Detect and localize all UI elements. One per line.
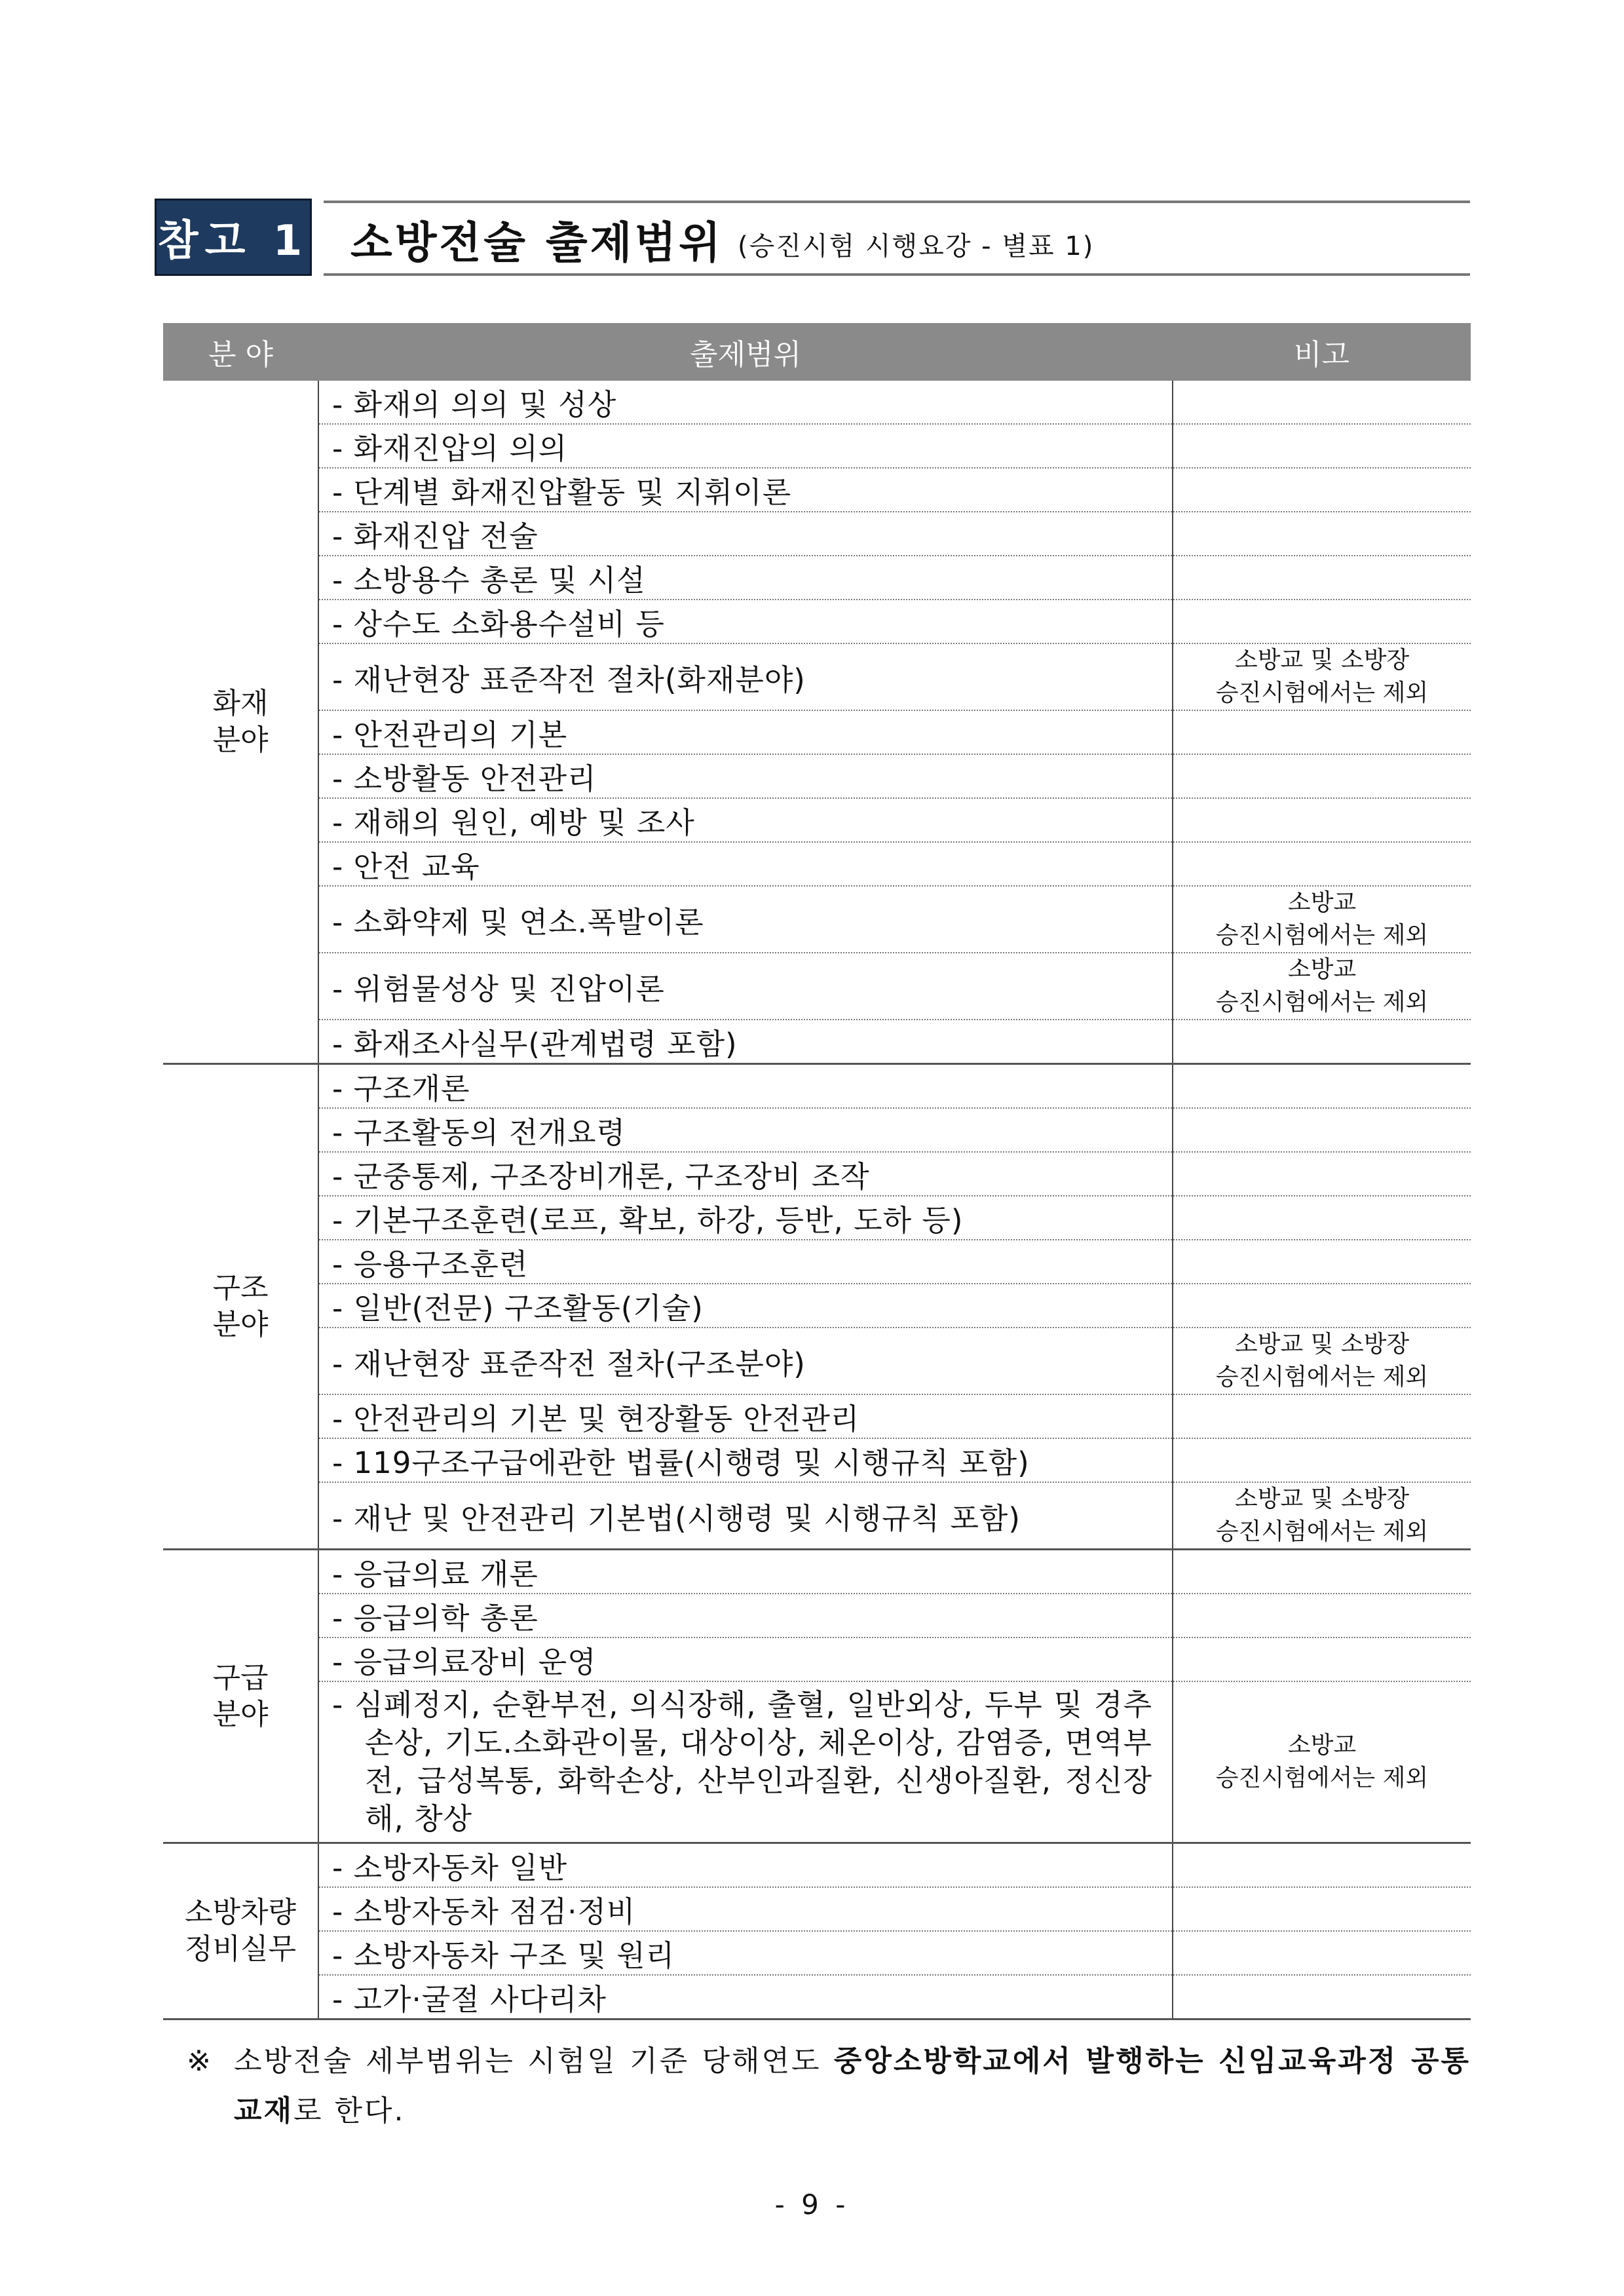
category-cell <box>163 1550 318 1843</box>
scope-cell <box>318 1284 1173 1328</box>
remarks-cell <box>1173 754 1471 798</box>
remarks-cell <box>1173 1020 1471 1064</box>
table-row <box>163 1594 1471 1637</box>
table-row <box>163 1240 1471 1284</box>
scope-item: - 응용구조훈련 <box>332 1247 529 1282</box>
remarks-cell <box>1173 556 1471 600</box>
scope-item: - 상수도 소화용수설비 등 <box>332 607 665 641</box>
table-row <box>163 1328 1471 1394</box>
table-row <box>163 1064 1471 1109</box>
remarks-cell <box>1173 600 1471 643</box>
category-label: 정비실무 <box>184 1932 296 1966</box>
remarks-cell <box>1173 1931 1471 1975</box>
scope-cell <box>318 1843 1173 1888</box>
remarks-cell <box>1173 710 1471 754</box>
category-label: 소방차량 <box>184 1896 296 1929</box>
remarks-cell <box>1173 1594 1471 1637</box>
reference-label: 참고 1 <box>155 199 312 276</box>
table-row <box>163 1438 1471 1482</box>
remarks-cell <box>1173 1240 1471 1284</box>
remarks-text: 승진시험에서는 제외 <box>1215 1518 1429 1545</box>
scope-cell <box>318 381 1173 424</box>
table-header-row <box>163 323 1471 381</box>
scope-item: - 기본구조훈련(로프, 확보, 하강, 등반, 도하 등) <box>332 1203 964 1238</box>
remarks-text: 승진시험에서는 제외 <box>1215 989 1429 1016</box>
table-row <box>163 1550 1471 1594</box>
remarks-text: 승진시험에서는 제외 <box>1215 922 1429 949</box>
scope-cell <box>318 1394 1173 1438</box>
title-main: 소방전술 출제범위 <box>350 217 724 268</box>
category-label: 분야 <box>212 1308 269 1341</box>
remarks-cell <box>1173 1843 1471 1888</box>
remarks-text: 소방교 <box>1287 889 1357 916</box>
remarks-cell <box>1173 842 1471 886</box>
scope-item: - 군중통제, 구조장비개론, 구조장비 조작 <box>332 1159 870 1194</box>
remarks-text: 소방교 <box>1287 1732 1357 1759</box>
remarks-cell <box>1173 1975 1471 2019</box>
table-row <box>163 600 1471 643</box>
table-row <box>163 1843 1471 1888</box>
category-label: 화재 <box>212 686 269 720</box>
scope-cell <box>318 1196 1173 1240</box>
remarks-cell <box>1173 953 1471 1020</box>
reference-mark-icon: ※ <box>187 2044 213 2078</box>
scope-item: - 화재진압의 의의 <box>332 431 568 466</box>
scope-cell <box>318 798 1173 842</box>
scope-item: - 재난 및 안전관리 기본법(시행령 및 시행규칙 포함) <box>332 1501 1021 1536</box>
scope-cell <box>318 1887 1173 1931</box>
scope-item: - 소화약제 및 연소.폭발이론 <box>332 904 704 940</box>
scope-item: - 재난현장 표준작전 절차(구조분야) <box>332 1346 806 1381</box>
footnote-text-end: 로 한다. <box>293 2094 406 2128</box>
scope-item: - 구조개론 <box>332 1071 470 1106</box>
scope-item: - 응급의학 총론 <box>332 1601 538 1636</box>
scope-cell <box>318 953 1173 1020</box>
table-row <box>163 1482 1471 1550</box>
scope-item: - 소방자동차 구조 및 원리 <box>332 1938 675 1973</box>
remarks-cell <box>1173 1152 1471 1196</box>
scope-cell <box>318 1637 1173 1681</box>
table-row <box>163 1152 1471 1196</box>
scope-cell <box>318 1594 1173 1637</box>
scope-item: - 단계별 화재진압활동 및 지휘이론 <box>332 475 792 510</box>
scope-cell <box>318 1108 1173 1152</box>
table-row <box>163 710 1471 754</box>
column-header-remarks: 비고 <box>1173 323 1471 381</box>
scope-cell <box>318 512 1173 556</box>
remarks-text: 소방교 및 소방장 <box>1234 647 1410 674</box>
page-number: - 9 - <box>774 2189 850 2221</box>
table-row <box>163 1887 1471 1931</box>
scope-cell <box>318 1931 1173 1975</box>
remarks-cell <box>1173 1394 1471 1438</box>
scope-cell <box>318 1328 1173 1394</box>
scope-cell <box>318 424 1173 468</box>
category-cell <box>163 1064 318 1550</box>
scope-item: - 일반(전문) 구조활동(기술) <box>332 1291 704 1326</box>
table-row <box>163 1020 1471 1064</box>
table-row <box>163 953 1471 1020</box>
scope-item: - 응급의료장비 운영 <box>332 1645 597 1679</box>
footnote-emphasis: 중앙소방학교에서 발행하는 신임교육과정 공통교재 <box>234 2044 1471 2128</box>
scope-item: - 안전관리의 기본 및 현장활동 안전관리 <box>332 1402 860 1436</box>
scope-cell <box>318 710 1173 754</box>
remarks-cell <box>1173 1328 1471 1394</box>
column-header-scope: 출제범위 <box>318 323 1173 381</box>
category-label: 분야 <box>212 1697 269 1731</box>
remarks-text: 소방교 <box>1287 956 1357 983</box>
exam-scope-table <box>163 323 1471 2020</box>
category-label: 분야 <box>212 723 269 757</box>
scope-item: - 소방활동 안전관리 <box>332 761 597 796</box>
table-row <box>163 1637 1471 1681</box>
scope-item: - 화재의 의의 및 성상 <box>332 387 617 422</box>
scope-cell <box>318 643 1173 710</box>
remarks-cell <box>1173 886 1471 953</box>
scope-item: - 위험물성상 및 진압이론 <box>332 971 665 1006</box>
table-row <box>163 468 1471 512</box>
remarks-text: 소방교 및 소방장 <box>1234 1331 1410 1358</box>
table-row <box>163 556 1471 600</box>
scope-cell <box>318 1438 1173 1482</box>
scope-cell <box>318 1975 1173 2019</box>
remarks-cell <box>1173 1196 1471 1240</box>
remarks-cell <box>1173 643 1471 710</box>
scope-cell <box>318 1064 1173 1109</box>
remarks-text: 승진시험에서는 제외 <box>1215 1364 1429 1390</box>
footnote <box>187 2037 1471 2136</box>
remarks-cell <box>1173 512 1471 556</box>
scope-cell <box>318 1681 1173 1843</box>
scope-item: - 응급의료 개론 <box>332 1557 538 1592</box>
scope-cell <box>318 1152 1173 1196</box>
column-header-category: 분 야 <box>163 323 318 381</box>
scope-cell <box>318 556 1173 600</box>
scope-cell <box>318 842 1173 886</box>
remarks-cell <box>1173 1550 1471 1594</box>
remarks-cell <box>1173 1482 1471 1550</box>
scope-cell <box>318 1020 1173 1064</box>
remarks-cell <box>1173 1637 1471 1681</box>
table-row <box>163 424 1471 468</box>
remarks-text: 승진시험에서는 제외 <box>1215 1765 1429 1791</box>
scope-cell <box>318 1240 1173 1284</box>
table-row <box>163 1931 1471 1975</box>
table-row <box>163 754 1471 798</box>
category-cell <box>163 1843 318 2019</box>
remarks-cell <box>1173 1681 1471 1843</box>
remarks-cell <box>1173 424 1471 468</box>
scope-item: - 안전관리의 기본 <box>332 718 568 752</box>
table-row <box>163 1975 1471 2019</box>
scope-cell <box>318 1550 1173 1594</box>
category-cell <box>163 381 318 1064</box>
remarks-text: 승진시험에서는 제외 <box>1215 679 1429 706</box>
table-row <box>163 512 1471 556</box>
scope-cell <box>318 754 1173 798</box>
scope-item: - 소방자동차 점검·정비 <box>332 1894 636 1929</box>
scope-item: - 소방자동차 일반 <box>332 1850 568 1885</box>
remarks-text: 소방교 및 소방장 <box>1234 1485 1410 1512</box>
table-row <box>163 798 1471 842</box>
scope-item: - 심폐정지, 순환부전, 의식장해, 출혈, 일반외상, 두부 및 경추손상, 기도.소화관이물, 대상이상, 체온이상, 감염증, 면역부전, 급성복통, 화학손상, 산부인과질환, 신생아질환, 정신장해, 창상 <box>332 1687 1152 1836</box>
remarks-cell <box>1173 468 1471 512</box>
category-label: 구급 <box>212 1660 269 1694</box>
scope-item: - 안전 교육 <box>332 849 480 884</box>
remarks-cell <box>1173 1108 1471 1152</box>
table-body <box>163 381 1471 2019</box>
scope-item: - 화재진압 전술 <box>332 519 538 554</box>
table-row <box>163 643 1471 710</box>
table-row <box>163 1196 1471 1240</box>
remarks-cell <box>1173 1064 1471 1109</box>
title-top-rule <box>324 201 1470 203</box>
remarks-cell <box>1173 1284 1471 1328</box>
table-row <box>163 1394 1471 1438</box>
category-label: 구조 <box>212 1271 269 1305</box>
scope-item: - 소방용수 총론 및 시설 <box>332 563 646 598</box>
remarks-cell <box>1173 798 1471 842</box>
table-row <box>163 1108 1471 1152</box>
remarks-cell <box>1173 381 1471 424</box>
remarks-cell <box>1173 1438 1471 1482</box>
scope-item: - 구조활동의 전개요령 <box>332 1115 626 1150</box>
title-bottom-rule <box>324 273 1470 276</box>
table-row <box>163 1284 1471 1328</box>
scope-cell <box>318 1482 1173 1550</box>
table-row <box>163 1681 1471 1843</box>
scope-cell <box>318 468 1173 512</box>
title-subtitle: (승진시험 시행요강 - 별표 1) <box>738 231 1095 261</box>
table-row <box>163 381 1471 424</box>
document-title <box>350 208 1094 269</box>
table-row <box>163 886 1471 953</box>
scope-item: - 119구조구급에관한 법률(시행령 및 시행규칙 포함) <box>332 1445 1030 1480</box>
scope-cell <box>318 886 1173 953</box>
scope-item: - 재난현장 표준작전 절차(화재분야) <box>332 662 806 697</box>
footnote-body <box>187 2037 1471 2136</box>
scope-item: - 재해의 원인, 예방 및 조사 <box>332 805 695 840</box>
footnote-text: 소방전술 세부범위는 시험일 기준 당해연도 <box>234 2044 834 2078</box>
table-row <box>163 842 1471 886</box>
scope-item: - 화재조사실무(관계법령 포함) <box>332 1027 738 1062</box>
scope-item: - 고가·굴절 사다리차 <box>332 1982 607 2017</box>
remarks-cell <box>1173 1887 1471 1931</box>
scope-cell <box>318 600 1173 643</box>
